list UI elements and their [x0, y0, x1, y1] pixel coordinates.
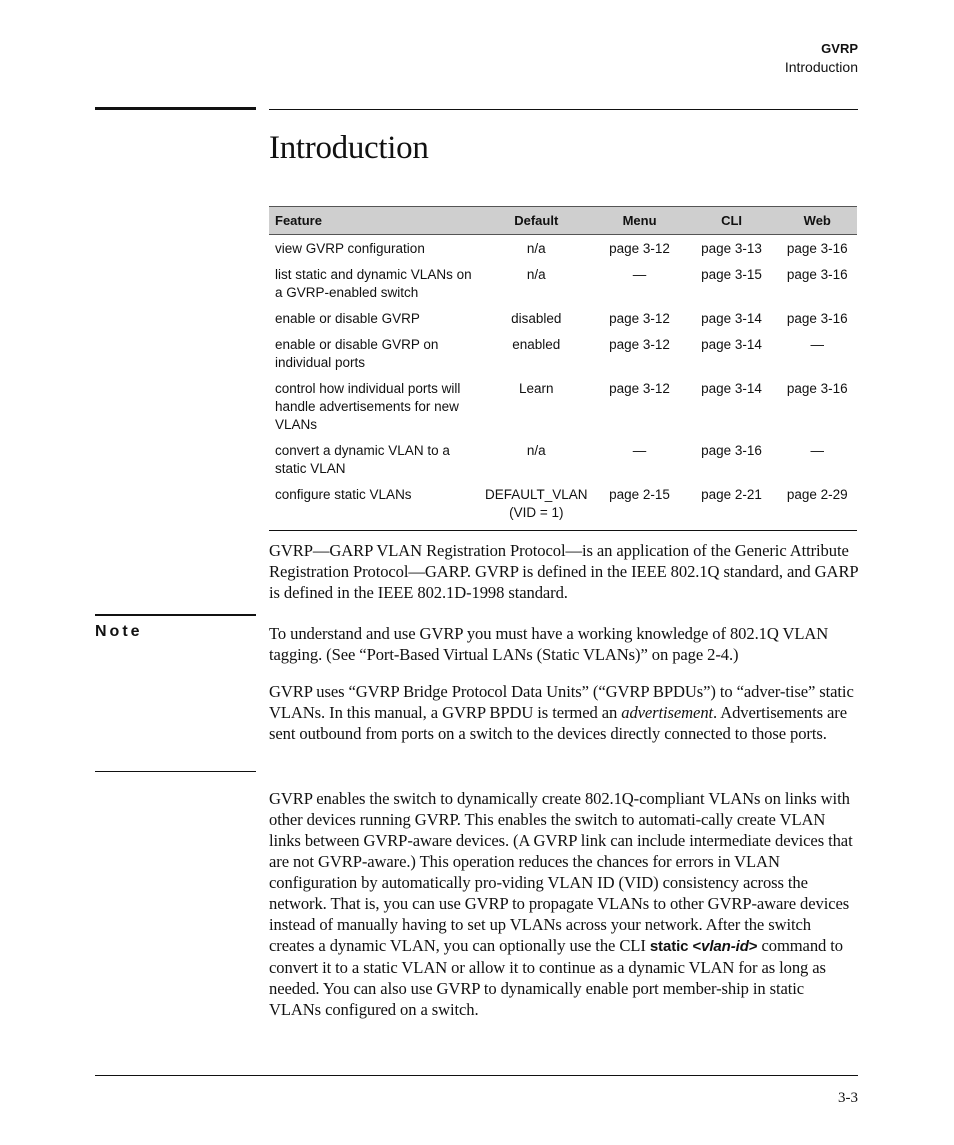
advertisement-term: advertisement: [621, 703, 714, 722]
note-label: Note: [95, 623, 143, 640]
cell-default: n/a: [526, 267, 546, 282]
body-paragraph-text: GVRP enables the switch to dynamically create 802.1Q-compliant VLANs on links with other devices running GVRP. This enables the switch to automati-cally create VLAN links between GVRP-aware devices. (A GVRP link can include intermediate devices that are not GVRP-aware.) This operation reduces the chances for errors in VLAN configuration by automatically pro-viding VLAN ID (VID) consistency across the network. That is, you can use GVRP to propagate VLANs to other GVRP-aware devices instead of manually having to set up VLANs across your network. After the switch creates a dynamic VLAN, you can optionally use the CLI: [269, 789, 853, 955]
table-header-row: [269, 207, 857, 235]
running-head-chapter: GVRP: [821, 41, 858, 56]
cell-default: n/a: [526, 443, 546, 458]
running-head-section: Introduction: [784, 59, 858, 75]
cell-cli: page 3-13: [701, 241, 762, 256]
cell-menu: —: [632, 443, 647, 458]
cell-web: page 3-16: [786, 311, 848, 326]
column-header-web: Web: [778, 207, 857, 235]
cell-web: —: [810, 443, 825, 458]
cell-cli: page 3-14: [701, 311, 762, 326]
running-head: [785, 40, 858, 76]
cell-default: enabled: [512, 337, 561, 352]
note-paragraph-2: [269, 681, 859, 744]
note-rule-bottom: [95, 771, 256, 772]
cell-cli: page 3-16: [701, 443, 762, 458]
column-header-menu: Menu: [594, 207, 686, 235]
cell-default: DEFAULT_VLAN (VID = 1): [479, 482, 594, 531]
body-paragraph: [269, 788, 859, 1020]
header-rule-left: [95, 107, 256, 110]
note-paragraph-2-text: GVRP uses “GVRP Bridge Protocol Data Units” (“GVRP BPDUs”) to “adver-tise” static VLANs. In this manual, a GVRP BPDU is termed an: [269, 682, 854, 722]
note-paragraph-1: To understand and use GVRP you must have a working knowledge of 802.1Q VLAN tagging. (See “Port-Based Virtual LANs (Static VLANs)” on page 2-4.): [269, 624, 829, 664]
cli-command: static <: [649, 938, 702, 955]
feature-table: [269, 206, 857, 531]
cell-default: n/a: [526, 241, 546, 256]
cell-default: disabled: [511, 311, 562, 326]
cell-feature: convert a dynamic VLAN to a static VLAN: [275, 443, 450, 476]
cell-menu: page 3-12: [609, 311, 670, 326]
table-row: [269, 438, 857, 482]
table-row: [269, 482, 857, 531]
column-header-feature: Feature: [269, 207, 479, 235]
page-number: 3-3: [838, 1090, 858, 1106]
cell-web: page 3-16: [786, 267, 848, 282]
cli-command-close: >: [748, 938, 758, 955]
cell-web: page 2-29: [778, 482, 857, 531]
cell-menu: page 3-12: [609, 381, 670, 396]
cell-feature: control how individual ports will handle advertisements for new VLANs: [275, 381, 461, 432]
cell-web: page 3-16: [786, 381, 848, 396]
table-row: [269, 235, 857, 263]
table-row: [269, 376, 857, 438]
cell-feature: enable or disable GVRP on individual ports: [275, 337, 439, 370]
column-header-cli: CLI: [686, 207, 778, 235]
cell-default: Learn: [519, 381, 554, 396]
cell-menu: —: [632, 267, 647, 282]
cell-feature: list static and dynamic VLANs on a GVRP-enabled switch: [275, 267, 472, 300]
cell-cli: page 3-15: [701, 267, 762, 282]
cell-cli: page 3-14: [701, 337, 762, 352]
cell-feature: configure static VLANs: [269, 482, 479, 531]
cell-cli: page 2-21: [686, 482, 778, 531]
table-row: [269, 332, 857, 376]
column-header-default: Default: [479, 207, 594, 235]
cell-web: page 3-16: [786, 241, 848, 256]
cli-command-argument: vlan-id: [701, 938, 749, 955]
note-rule-top: [95, 614, 256, 616]
cell-web: —: [810, 337, 825, 352]
cell-menu: page 3-12: [609, 241, 670, 256]
header-rule-main: [269, 109, 858, 110]
table-row: [269, 262, 857, 306]
body-paragraph-text-end: command to convert it to a static VLAN or allow it to continue as a dynamic VLAN for as long as needed. You can also use GVRP to dynamically enable port member-ship in static VLANs configured on a switch.: [269, 936, 843, 1019]
page-title: Introduction: [269, 130, 429, 166]
intro-paragraph: GVRP—GARP VLAN Registration Protocol—is an application of the Generic Attribute Registration Protocol—GARP. GVRP is defined in the IEEE 802.1Q standard, and GARP is defined in the IEEE 802.1D-1998 standard.: [269, 541, 858, 602]
cell-feature: view GVRP configuration: [275, 241, 425, 256]
footer-rule: [95, 1075, 858, 1076]
cell-menu: page 3-12: [609, 337, 670, 352]
note-paragraph-2-text-end: . Advertisements are sent outbound from ports on a switch to the devices directly connected to those ports.: [269, 703, 847, 743]
table-row: [269, 306, 857, 332]
cell-feature: enable or disable GVRP: [275, 311, 420, 326]
cell-menu: page 2-15: [594, 482, 686, 531]
cell-cli: page 3-14: [701, 381, 762, 396]
